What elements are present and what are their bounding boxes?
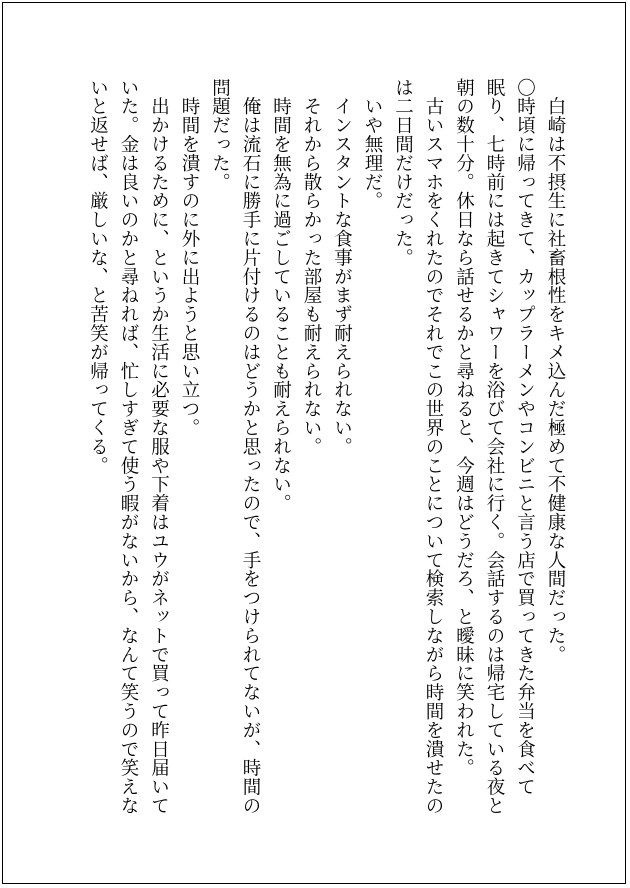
text-line: 問題だった。 [209, 78, 231, 192]
text-line: 出かけるために、というか生活に必要な服や下着はユウがネットで買って昨日届いて [148, 78, 170, 816]
text-line: 〇時頃に帰ってきて、カップラーメンやコンビニと言う店で買ってきた弁当を食べて [514, 78, 536, 797]
text-line: 白崎は不摂生に社畜根性をキメ込んだ極めて不健康な人間だった。 [545, 78, 566, 664]
text-line: 俺は流石に勝手に片付けるのはどうかと思ったので、手をつけられてないが、時間の [240, 78, 261, 816]
text-line: 時間を潰すのに外に出ようと思い立つ。 [179, 78, 200, 438]
text-line: 朝の数十分。休日なら話せるかと尋ねると、今週はどうだろ、と曖昧に笑われた。 [453, 78, 475, 778]
text-line: いと返せば、厳しいな、と苦笑が帰ってくる。 [87, 78, 109, 475]
text-line: 眠り、七時前には起きてシャワーを浴びて会社に行く。会話するのは帰宅している夜と [484, 78, 505, 816]
text-line: インスタントな食事がまず耐えられない。 [331, 78, 353, 456]
text-line: 古いスマホをくれたのでそれでこの世界のことについて検索しながら時間を潰せたの [423, 78, 444, 816]
text-line: いや無理だ。 [362, 78, 383, 211]
text-line: は二日間だけだった。 [392, 78, 414, 267]
text-line: それから散らかった部屋も耐えられない。 [301, 78, 322, 456]
text-line: 時間を無為に過ごしていることも耐えられない。 [270, 78, 292, 513]
vertical-text-body [82, 78, 570, 838]
text-line: いた。金は良いのかと尋ねれば、忙しすぎて使う暇がないから、なんて笑うので笑えな [118, 78, 139, 816]
